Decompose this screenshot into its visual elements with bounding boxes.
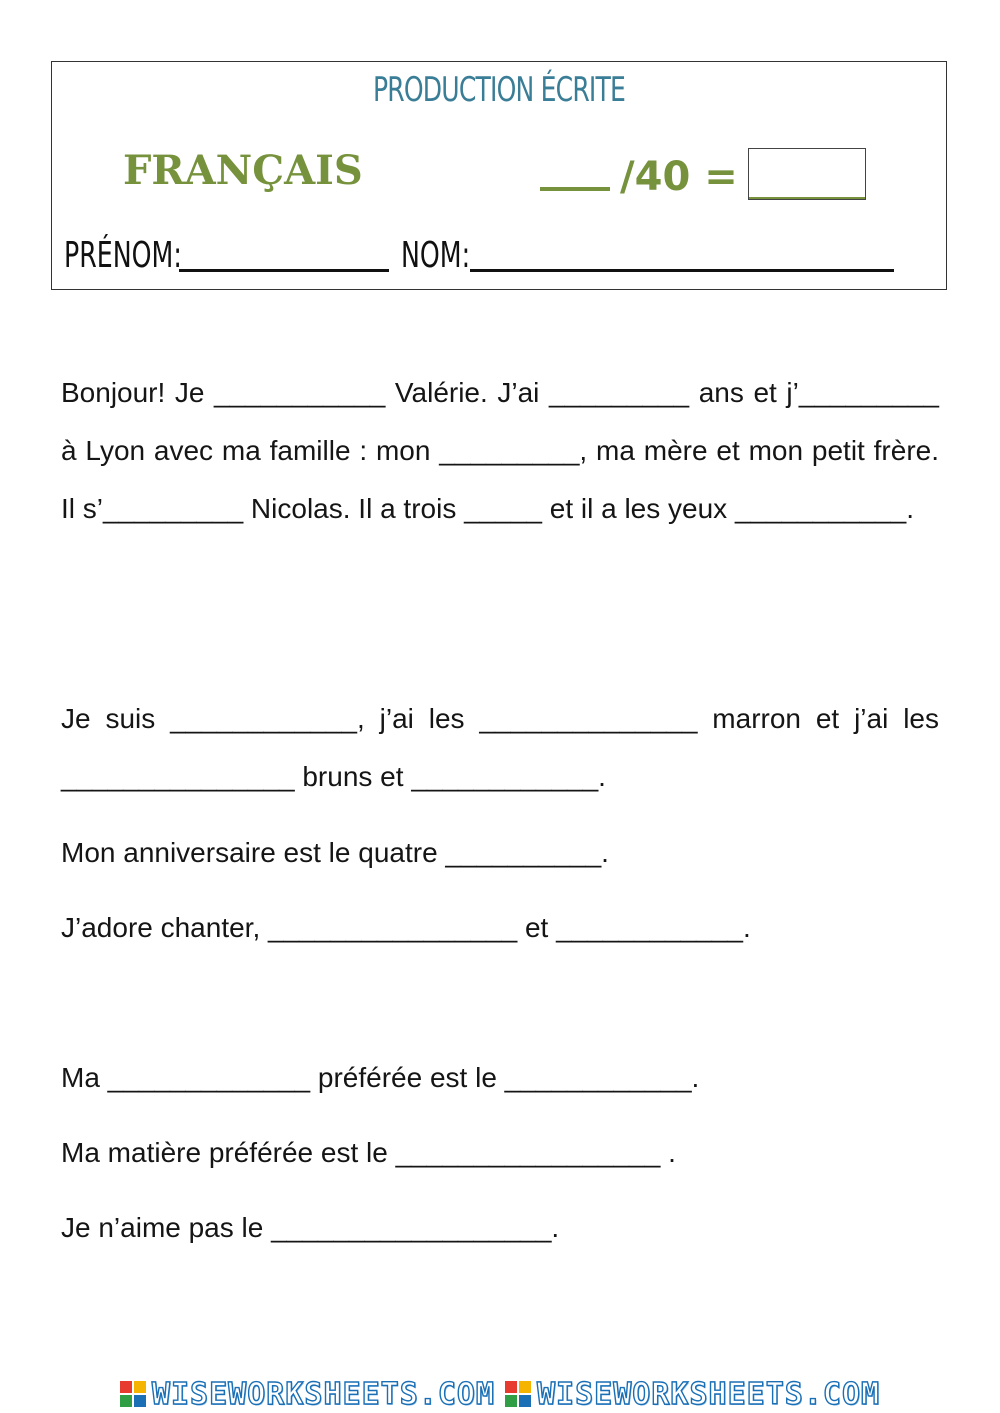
watermark-2 xyxy=(505,1377,880,1412)
score-line xyxy=(540,146,866,200)
watermark-text: WISEWORKSHEETS.COM xyxy=(537,1376,881,1412)
paragraph-1: Bonjour! Je ___________ Valérie. J’ai _________ ans et j’_________ à Lyon avec ma famille : mon _________, ma mère et mon petit frère. Il s’_________ Nicolas. Il a trois _____ et il a les yeux ___________. xyxy=(61,377,939,524)
score-total: /40 = xyxy=(620,154,738,200)
watermark-text: WISEWORKSHEETS.COM xyxy=(151,1376,495,1412)
worksheet-title: PRODUCTION ÉCRITE xyxy=(372,70,626,110)
header-box xyxy=(51,61,947,290)
subject-label: FRANÇAIS xyxy=(123,147,363,194)
name-row xyxy=(64,232,934,276)
wise-logo-icon xyxy=(120,1381,146,1407)
sentence-favorite: Ma _____________ préférée est le ____________. xyxy=(61,1062,700,1093)
sentence-subject: Ma matière préférée est le _________________ . xyxy=(61,1137,676,1168)
last-name-label: NOM: xyxy=(401,235,471,276)
sentence-dislike: Je n’aime pas le __________________. xyxy=(61,1212,560,1243)
last-name-field[interactable] xyxy=(470,269,894,272)
footer-watermark xyxy=(0,1375,1000,1413)
paragraph-2: Je suis ____________, j’ai les ______________ marron et j’ai les _______________ bruns et ____________. xyxy=(61,703,939,792)
wise-logo-icon xyxy=(505,1381,531,1407)
first-name-field[interactable] xyxy=(179,269,389,272)
grade-box[interactable] xyxy=(748,148,866,200)
score-blank[interactable] xyxy=(540,187,610,191)
sentence-birthday: Mon anniversaire est le quatre __________. xyxy=(61,837,609,868)
watermark-1 xyxy=(120,1377,495,1412)
first-name-label: PRÉNOM: xyxy=(64,235,182,276)
sentence-hobbies: J’adore chanter, ________________ et ____________. xyxy=(61,912,751,943)
